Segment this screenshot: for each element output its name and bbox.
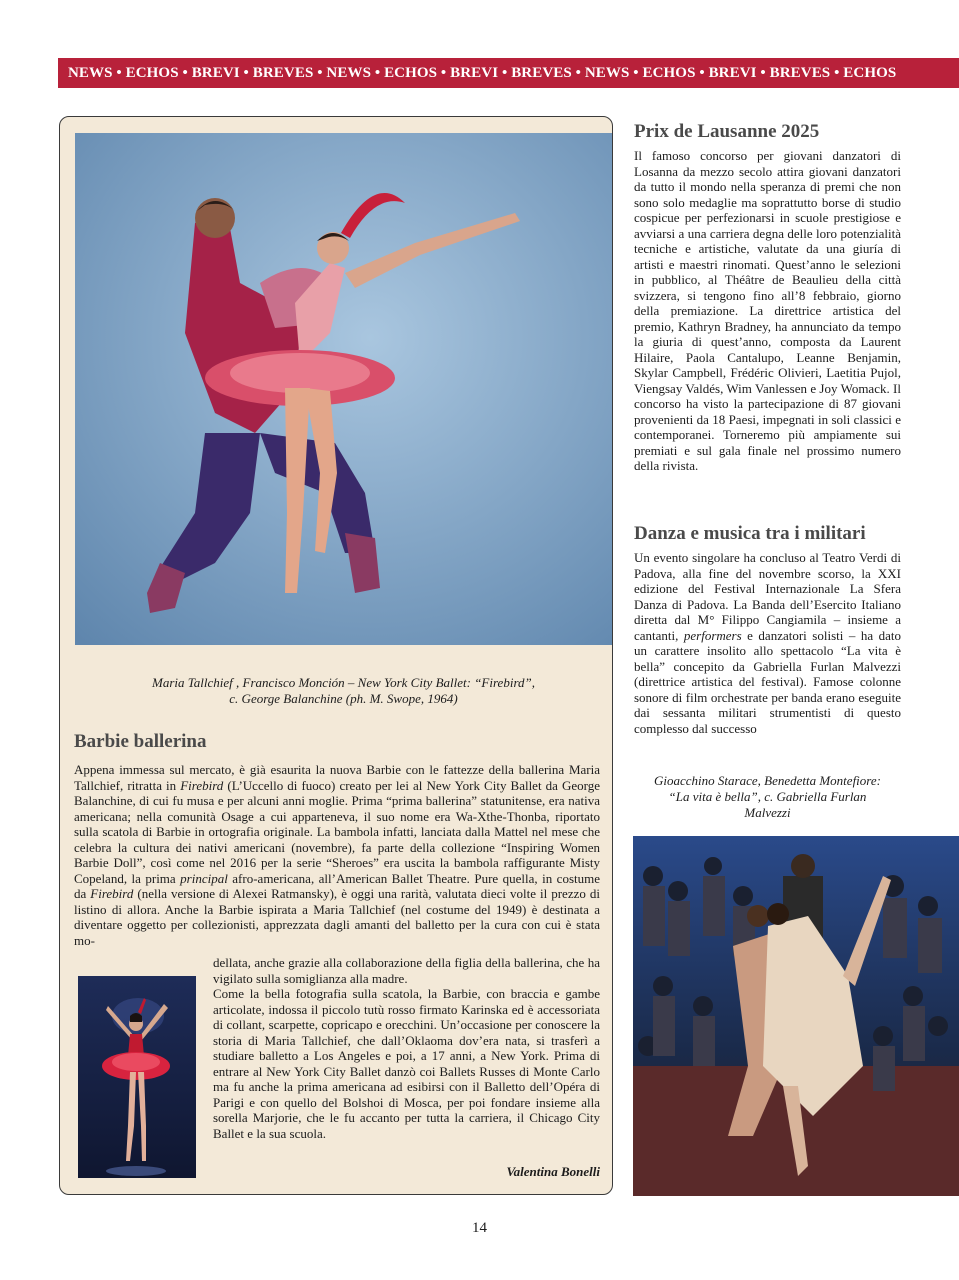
firebird-caption	[75, 675, 612, 707]
barbie-body-top	[74, 762, 600, 948]
militari-heading: Danza e musica tra i militari	[634, 523, 866, 544]
vita-caption-line2: “La vita è bella”, c. Gabriella Furlan	[668, 789, 867, 804]
vita-caption	[634, 773, 901, 821]
barbie-para-2: dellata, anche grazie alla collaborazione della figlia della ballerina, che ha vigilato sulla somiglianza alla madre.	[213, 955, 600, 986]
vita-e-bella-photo	[633, 836, 959, 1196]
lausanne-heading: Prix de Lausanne 2025	[634, 121, 820, 142]
author-signature: Valentina Bonelli	[506, 1164, 600, 1179]
page-number: 14	[472, 1220, 487, 1236]
barbie-body-bottom	[213, 955, 600, 1141]
militari-text-a: Un evento singolare ha concluso al Teatro Verdi di Padova, alla fine del novembre scorso, la XXI edizione del Festival Internazionale La Sfera Danza di Padova. La Banda dell’Esercito Italiano diretta dal M° Filippo Cangiamila – insieme a cantanti,	[634, 550, 901, 643]
vita-caption-line3: Malvezzi	[744, 805, 791, 820]
firebird-caption-line1: Maria Tallchief , Francisco Monción – New York City Ballet: “Firebird”,	[151, 675, 535, 690]
barbie-text-b: (L’Uccello di fuoco) creato per lei al New York City Ballet da George Balanchine, di cui fu musa e per alcuni anni moglie. Prima “prima ballerina” statunitense, era nativa americana; nella comunità Osage a cui apparteneva, il suo nome era Wa-Xthe-Thonba, riportato sulla scatola di Barbie in ortografia originale. La bambola infatti, lanciata dalla Mattel nel mese che celebra la cultura dei nativi americani (novembre), fa parte della collezione “Inspiring Women Barbie Doll”, così come nel 2016 per la serie “Sheroes” era uscita la bambola raffigurante Misty Copeland, la prima	[74, 777, 600, 886]
barbie-text-c: afro-americana, all’American Ballet Theatre. Pure quella, in costume da	[74, 870, 601, 901]
militari-body	[634, 550, 901, 736]
vita-caption-line1: Gioacchino Starace, Benedetta Montefiore:	[654, 773, 881, 788]
firebird-caption-line2: c. George Balanchine (ph. M. Swope, 1964)	[229, 691, 458, 706]
barbie-para-3: Come la bella fotografia sulla scatola, la Barbie, con braccia e gambe articolate, indossa il piccolo tutù rosso firmato Karinska ed è accessoriata di collant, scarpette, copricapo e orecchini. Un’occasione per conoscere la storia di Maria Tallchief, che dall’Oklaoma dov’era nata, si trasferì a studiare balletto a Los Angeles e poi, a 17 anni, a New York. Prima di entrare al New York City Ballet danzò coi Ballets Russes di Monte Carlo ma fu anche la prima americana ad esibirsi con il Balletto dell’Opéra di Parigi e con quello del Bolshoi di Mosca, per poi fondare insieme alla sorella Marjorie, che le fu accanto per tutta la carriera, il Chicago City Ballet e la sua scuola.	[213, 986, 600, 1141]
militari-text-b: e danzatori solisti – ha dato un carattere insolito allo spettacolo “La vita è bella” concepito da Gabriella Furlan Malvezzi (direttrice artistica del festival). Famose colonne sonore di film orchestrate per banda erano eseguite dai sessanta militari strumentisti di questo complesso dal successo	[634, 627, 901, 736]
lausanne-body: Il famoso concorso per giovani danzatori di Losanna da mezzo secolo attira giovani danzatori da tutto il mondo nella speranza di premi che non sono solo medaglie ma soprattutto borse di studio cospicue per perfezionarsi in scuole prestigiose e avviarsi a una carriera degna delle loro potenzialità tecniche e artistiche, valutate da una giuría di artisti e maestri rinomati. Quest’anno le selezioni in pubblico, al Théâtre de Beaulieu della città svizzera, si tengono fino all’8 febbraio, giorno della premiazione. La direttrice artistica del premio, Kathryn Bradney, ha annunciato da tempo la giuria di quest’anno, composta da Laurent Hilaire, Paola Cantalupo, Leanne Benjamin, Skylar Campbell, Frédéric Olivieri, Laetitia Pujol, Viengsay Valdés, Wim Vanlessen e Joy Womack. Il concorso ha visto la partecipazione di 87 giovani provenienti da 18 Paesi, impegnati in soli classici e contemporanei. Torneremo più ampiamente sui premiati e sul gala finale nel prossimo numero della rivista.	[634, 148, 901, 473]
barbie-text-firebird: Firebird	[180, 777, 224, 793]
barbie-text-firebird2: Firebird	[90, 886, 134, 901]
barbie-text-a: Appena immessa sul mercato, è già esaurita la nuova Barbie con le fattezze della ballerina Maria Tallchief, ritratta in	[74, 762, 600, 793]
militari-text-performers: performers	[683, 627, 742, 643]
news-banner: NEWS • ECHOS • BREVI • BREVES • NEWS • ECHOS • BREVI • BREVES • NEWS • ECHOS • BREVI • BREVES • ECHOS	[58, 58, 959, 88]
barbie-text-d: (nella versione di Alexei Ratmansky), è oggi una rarità, valutata dieci volte il prezzo di listino di allora. Anche la Barbie ispirata a Maria Tallchief (nel costume del 1949) è destinata a diventare oggetto per collezionisti, apprezzata dagli amanti del balletto per la cura con cui è stata mo-	[74, 886, 600, 948]
firebird-photo	[75, 133, 612, 645]
barbie-doll-photo	[78, 976, 196, 1178]
barbie-heading: Barbie ballerina	[74, 731, 207, 752]
barbie-text-principal: principal	[180, 870, 228, 886]
